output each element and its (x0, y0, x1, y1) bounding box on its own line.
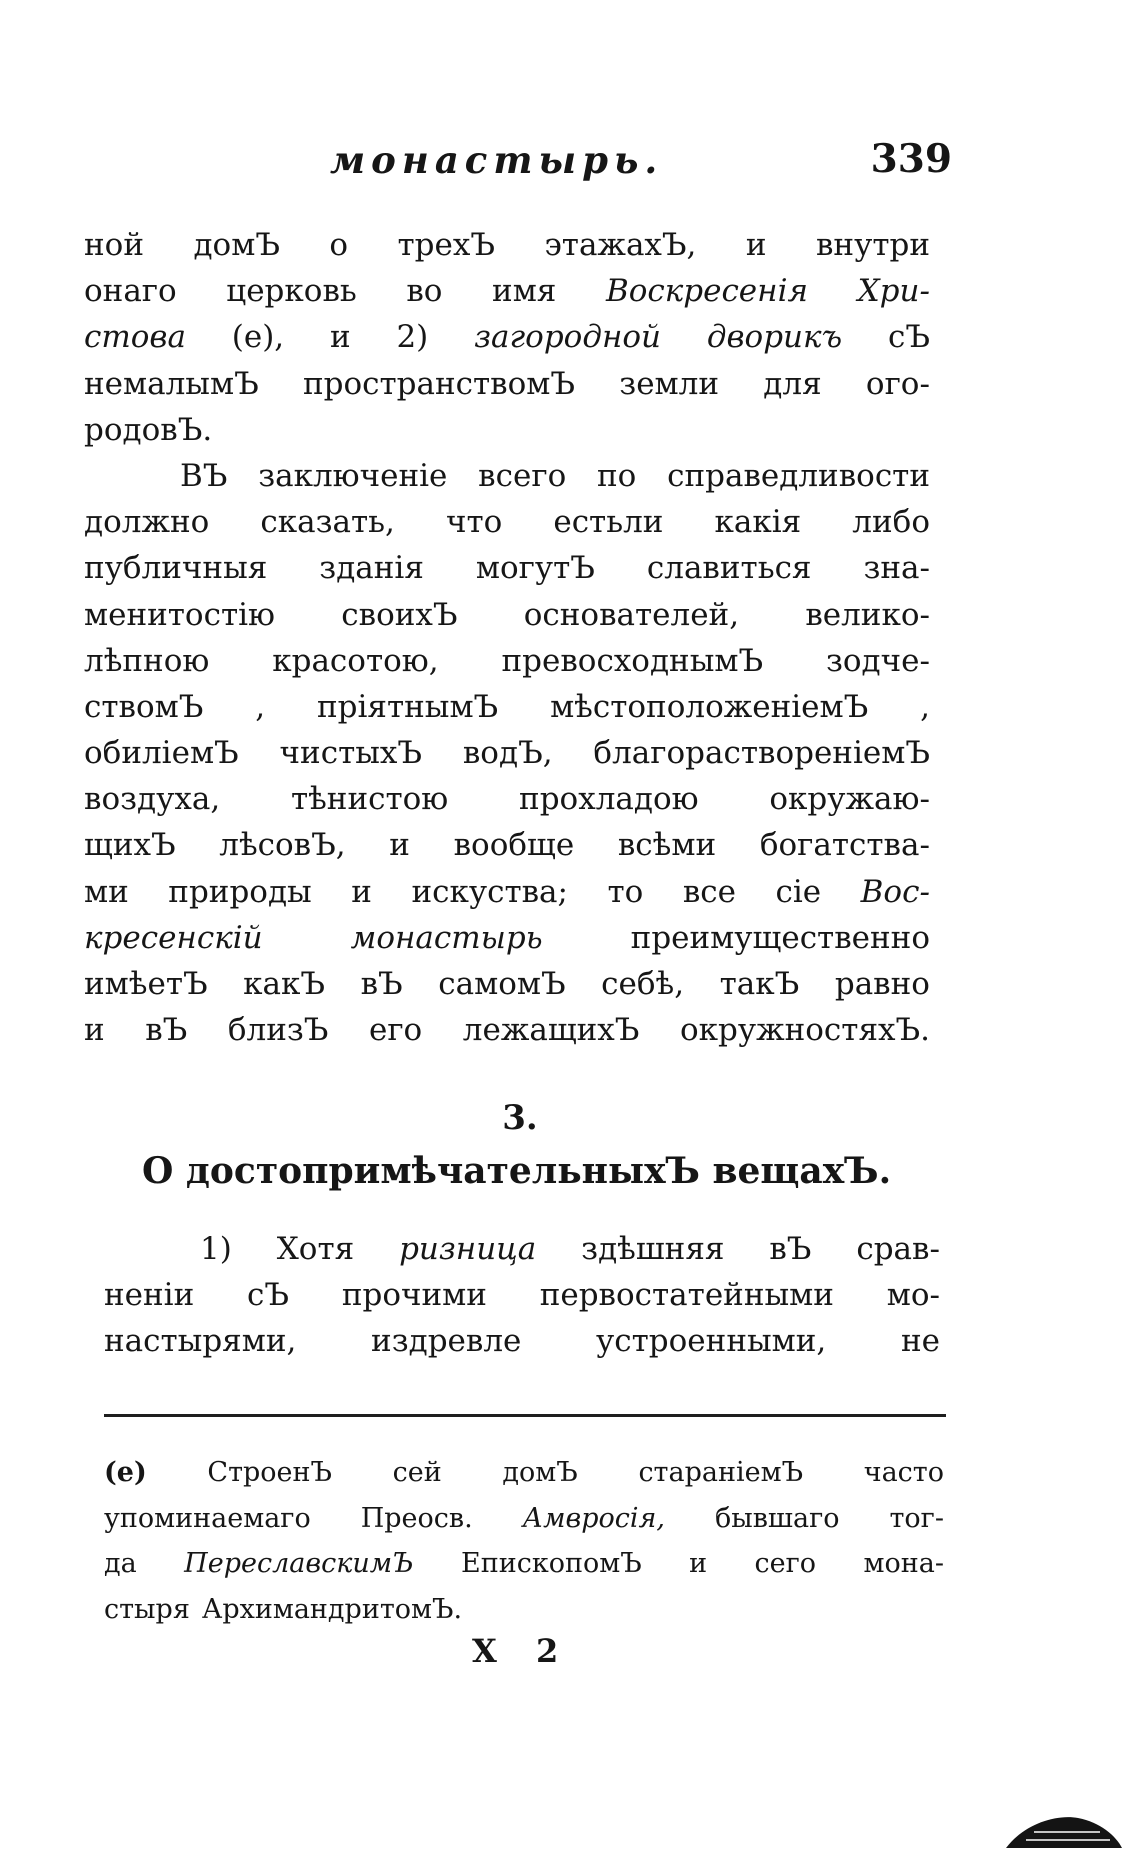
footnote-ref: (е), (231, 319, 285, 356)
text-line: онаго церковь во имя Воскресенія Хри- (84, 268, 930, 314)
italic-text: ризница (399, 1231, 537, 1267)
text-line: кресенскій монастырь преимущественно (84, 915, 930, 961)
italic-text: Хри- (857, 273, 930, 310)
italic-text: Воскресенія (605, 273, 809, 310)
footnote-marker: (е) (104, 1457, 147, 1488)
italic-text: дворикъ (706, 319, 843, 356)
text-line: ствомЪ , пріятнымЪ мѣстоположеніемЪ , (84, 688, 930, 725)
text-line: и вЪ близЪ его лежащихЪ окружностяхЪ. (84, 1012, 930, 1049)
footnote-line: стыря АрхимандритомЪ. (104, 1593, 463, 1625)
main-text (84, 222, 930, 1053)
text-line: имѣетЪ какЪ вЪ самомЪ себѣ, такЪ равно (84, 966, 930, 1002)
text-line: 1) Хотя ризница здѣшняя вЪ срав- (104, 1226, 940, 1272)
italic-text: Амвросія, (522, 1502, 665, 1534)
section-number: 3. (502, 1098, 538, 1138)
text-line: публичныя зданія могутЪ славиться зна- (84, 550, 930, 587)
text-line: менитостію своихЪ основателей, велико- (84, 596, 930, 633)
text-line: щихЪ лѣсовЪ, и вообще всѣми богатства- (84, 827, 930, 864)
text-line: ми природы и искуства; то все сіе Вос- (84, 869, 930, 915)
footnote-line: (е) СтроенЪ сей домЪ стараніемЪ часто (104, 1450, 944, 1496)
ink-blot-decoration (1004, 1810, 1124, 1850)
text-line: немалымЪ пространствомЪ земли для ого- (84, 365, 930, 402)
page-number: 339 (870, 136, 952, 182)
footnote (104, 1450, 944, 1632)
text-line: ВЪ заключеніе всего по справедливости (180, 457, 930, 494)
footnote-line: да ПереславскимЪ ЕпископомЪ и сего мона- (104, 1541, 944, 1587)
signature-mark: X 2 (472, 1632, 573, 1670)
footnote-rule (104, 1414, 946, 1417)
italic-text: стова (84, 319, 186, 356)
italic-text: загородной (474, 319, 662, 356)
section-text (104, 1226, 940, 1365)
text-line: ной домЪ о трехЪ этажахЪ, и внутри (84, 227, 930, 263)
text-line: лѣпною красотою, превосходнымЪ зодче- (84, 642, 930, 679)
italic-text: кресенскій (84, 919, 263, 956)
text-line: родовЪ. (84, 411, 213, 448)
text-line: обиліемЪ чистыхЪ водЪ, благорастворенiемЪ (84, 735, 930, 772)
text-line: настырями, издревле устроенными, не (104, 1323, 940, 1360)
italic-text: ПереславскимЪ (184, 1548, 414, 1579)
section-heading: О достопримѣчательныхЪ вещахЪ. (142, 1150, 892, 1192)
italic-text: монастырь (350, 919, 543, 956)
text-line: стова (е), и 2) загородной дворикъ сЪ (84, 314, 930, 360)
italic-text: Вос- (860, 873, 930, 910)
running-title: монастырь. (330, 138, 664, 182)
text-line: должно сказать, что естьли какія либо (84, 504, 930, 541)
text-line: неніи сЪ прочими первостатейными мо- (104, 1277, 940, 1314)
text-line: воздуха, тѣнистою прохладою окружаю- (84, 781, 930, 818)
footnote-line: упоминаемаго Преосв. Амвросія, бывшаго тог- (104, 1496, 944, 1542)
